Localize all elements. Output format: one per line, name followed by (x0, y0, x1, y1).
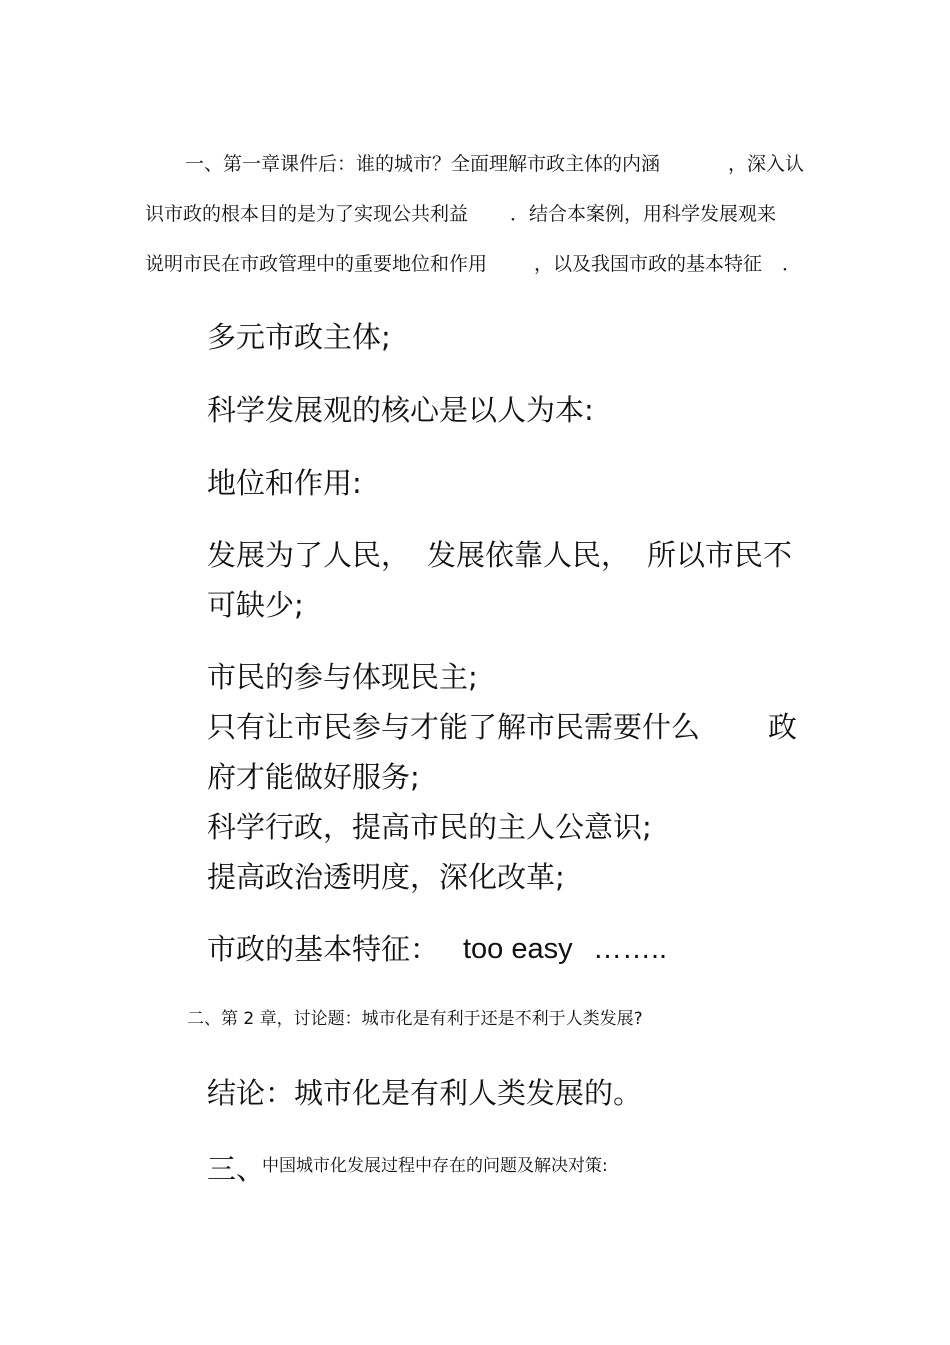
answer-p9-ellipsis: …….. (593, 933, 668, 965)
answer-p7: 科学行政，提高市民的主人公意识; (207, 810, 652, 844)
q1-line1-main: 一、第一章课件后：谁的城市？全面理解市政主体的内涵 (185, 153, 661, 175)
answer-p6-part2: 政 (768, 710, 798, 744)
q1-line3-main: 说明市民在市政管理中的重要地位和作用 (145, 253, 488, 275)
answer-p6-part3: 府才能做好服务; (207, 760, 420, 794)
q1-line1-end: ，深入认 (728, 153, 805, 175)
answer-p9-text: too easy (463, 933, 573, 965)
q2-text: 二、第 2 章，讨论题：城市化是有利于还是不利于人类发展? (187, 1009, 643, 1029)
answer-p9-label: 市政的基本特征： (207, 932, 440, 966)
answer-p3: 地位和作用: (207, 466, 362, 500)
q1-line2-end: ．结合本案例，用科学发展观来 (510, 203, 777, 225)
answer-p2: 科学发展观的核心是以人为本: (207, 393, 594, 427)
answer-p4-part4: 可缺少; (207, 588, 304, 622)
answer-p4-part1: 发展为了人民， (207, 538, 411, 572)
answer-p5: 市民的参与体现民主; (207, 660, 478, 694)
answer-p1: 多元市政主体; (207, 320, 391, 354)
answer-p4-part2: 发展依靠人民， (427, 538, 631, 572)
answer-p8: 提高政治透明度，深化改革; (207, 860, 565, 894)
q3-prefix: 三、 (207, 1152, 266, 1186)
q1-line2-main: 识市政的根本目的是为了实现公共利益 (145, 203, 469, 225)
answer-p4-part3: 所以市民不 (647, 538, 793, 572)
q1-line3-mid: ，以及我国市政的基本特征 (534, 253, 763, 275)
answer2-text: 结论：城市化是有利人类发展的。 (207, 1076, 643, 1110)
q1-line3-end: ． (782, 253, 802, 275)
q3-text: 中国城市化发展过程中存在的问题及解决对策: (262, 1156, 608, 1176)
answer-p6-part1: 只有让市民参与才能了解市民需要什么 (207, 710, 701, 744)
